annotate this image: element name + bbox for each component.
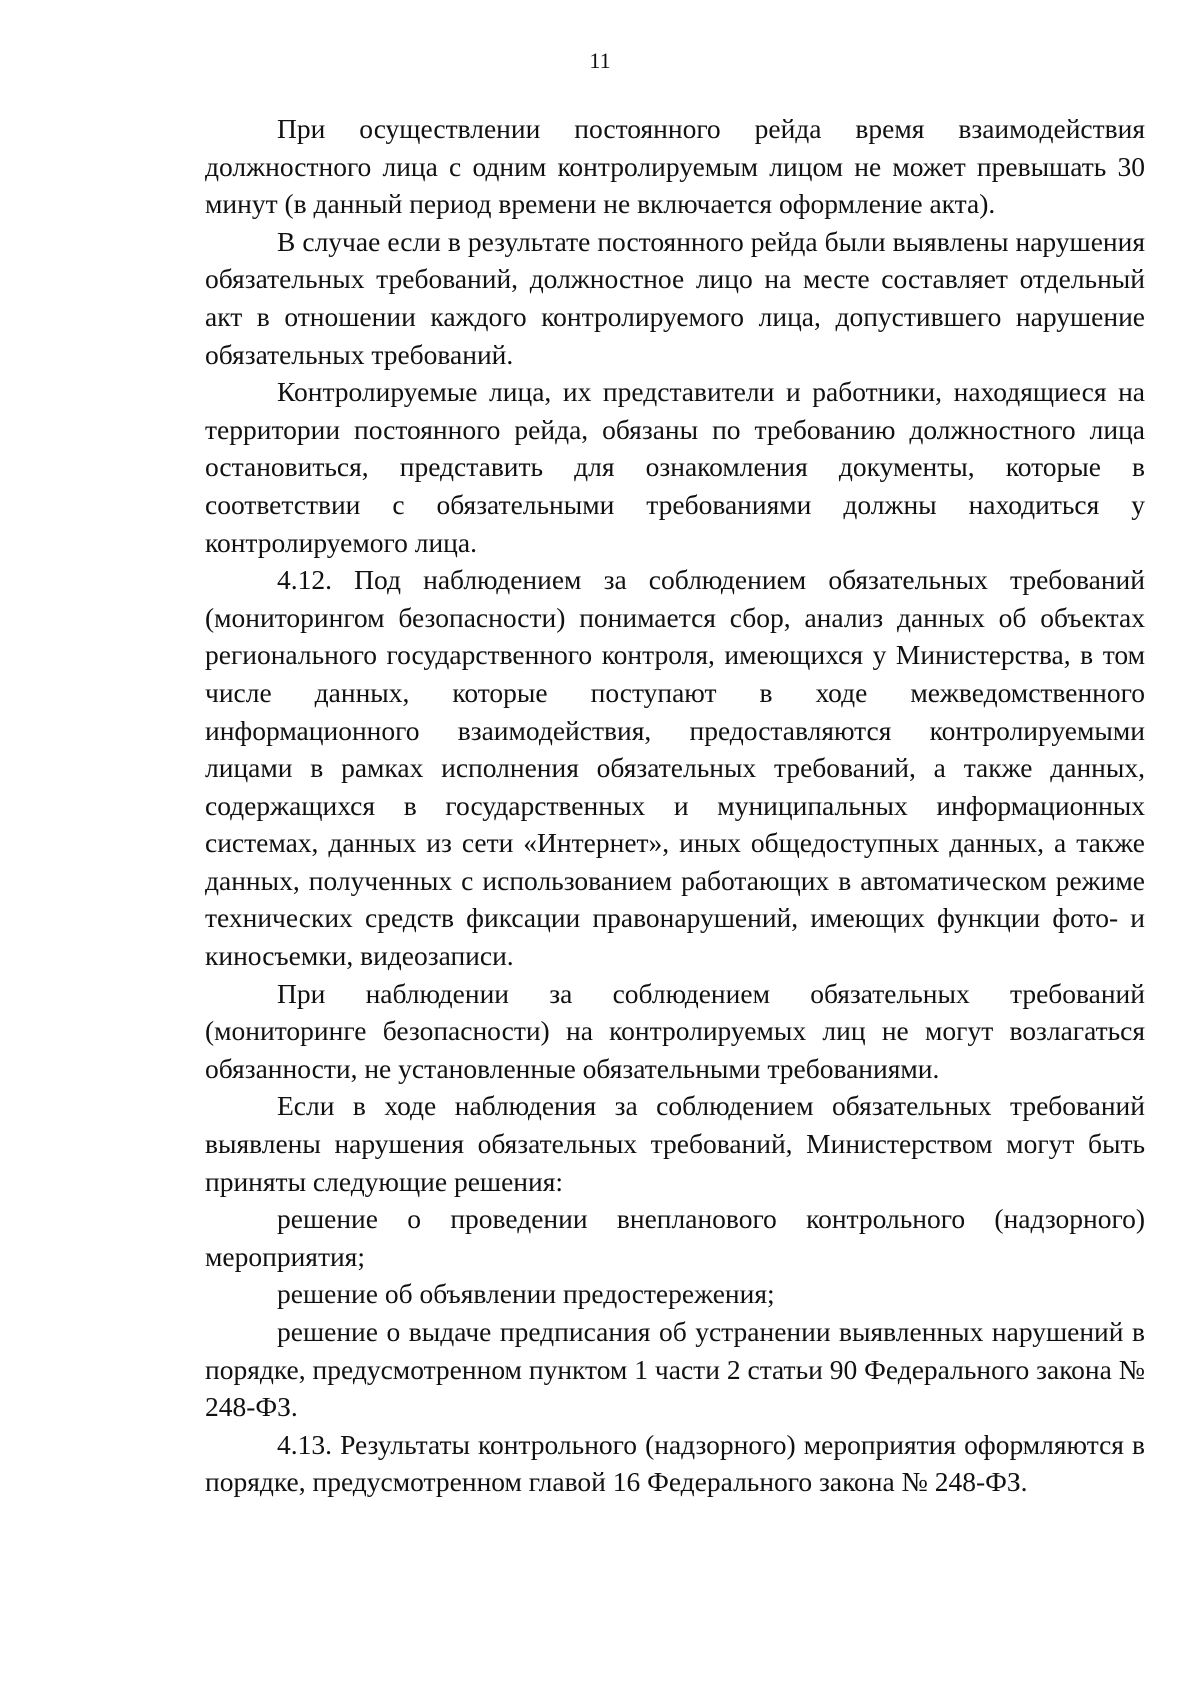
page-number: 11 <box>589 48 611 73</box>
paragraph-raid-violations: В случае если в результате постоянного рейда были выявлены нарушения обязательных требований, должностное лицо на месте составляет отдельный акт в отношении каждого контролируемого лица, допустившего нарушение обязательных требований. <box>205 225 1145 370</box>
paragraph-monitoring-decisions: Если в ходе наблюдения за соблюдением обязательных требований выявлены нарушения обязательных требований, Министерством могут быть приняты следующие решения: <box>205 1090 1145 1197</box>
paragraph-4-13-results: 4.13. Результаты контрольного (надзорного) мероприятия оформляются в порядке, предусмотренном главой 16 Федерального закона № 248-ФЗ. <box>205 1428 1145 1498</box>
paragraph-controlled-persons-duties: Контролируемые лица, их представители и работники, находящиеся на территории постоянного рейда, обязаны по требованию должностного лица остановиться, представить для ознакомления документы, которые в соответствии с обязательными требованиями должны находиться у контролируемого лица. <box>205 376 1145 558</box>
paragraph-4-12-monitoring: 4.12. Под наблюдением за соблюдением обязательных требований (мониторингом безопасности) понимается сбор, анализ данных об объектах регионального государственного контроля, имеющихся у Министерства, в том числе данных, которые поступают в ходе межведомственного информационного взаимодействия, предоставляются контролируемыми лицами в рамках исполнения обязательных требований, а также данных, содержащихся в государственных и муниципальных информационных системах, данных из сети «Интернет», иных общедоступных данных, а также данных, полученных с использованием работающих в автоматическом режиме технических средств фиксации правонарушений, имеющих функции фото- и киносъемки, видеозаписи. <box>205 564 1145 972</box>
paragraph-decision-order: решение о выдаче предписания об устранении выявленных нарушений в порядке, предусмотренном пунктом 1 части 2 статьи 90 Федерального закона № 248-ФЗ. <box>205 1316 1145 1423</box>
paragraph-decision-unscheduled: решение о проведении внепланового контрольного (надзорного) мероприятия; <box>205 1203 1145 1272</box>
paragraph-monitoring-obligations: При наблюдении за соблюдением обязательных требований (мониторинге безопасности) на контролируемых лиц не могут возлагаться обязанности, не установленные обязательными требованиями. <box>205 977 1145 1084</box>
paragraph-raid-time: При осуществлении постоянного рейда время взаимодействия должностного лица с одним контролируемым лицом не может превышать 30 минут (в данный период времени не включается оформление акта). <box>205 113 1145 220</box>
document-body <box>205 110 1145 1501</box>
paragraph-decision-warning: решение об объявлении предостережения; <box>277 1278 775 1310</box>
